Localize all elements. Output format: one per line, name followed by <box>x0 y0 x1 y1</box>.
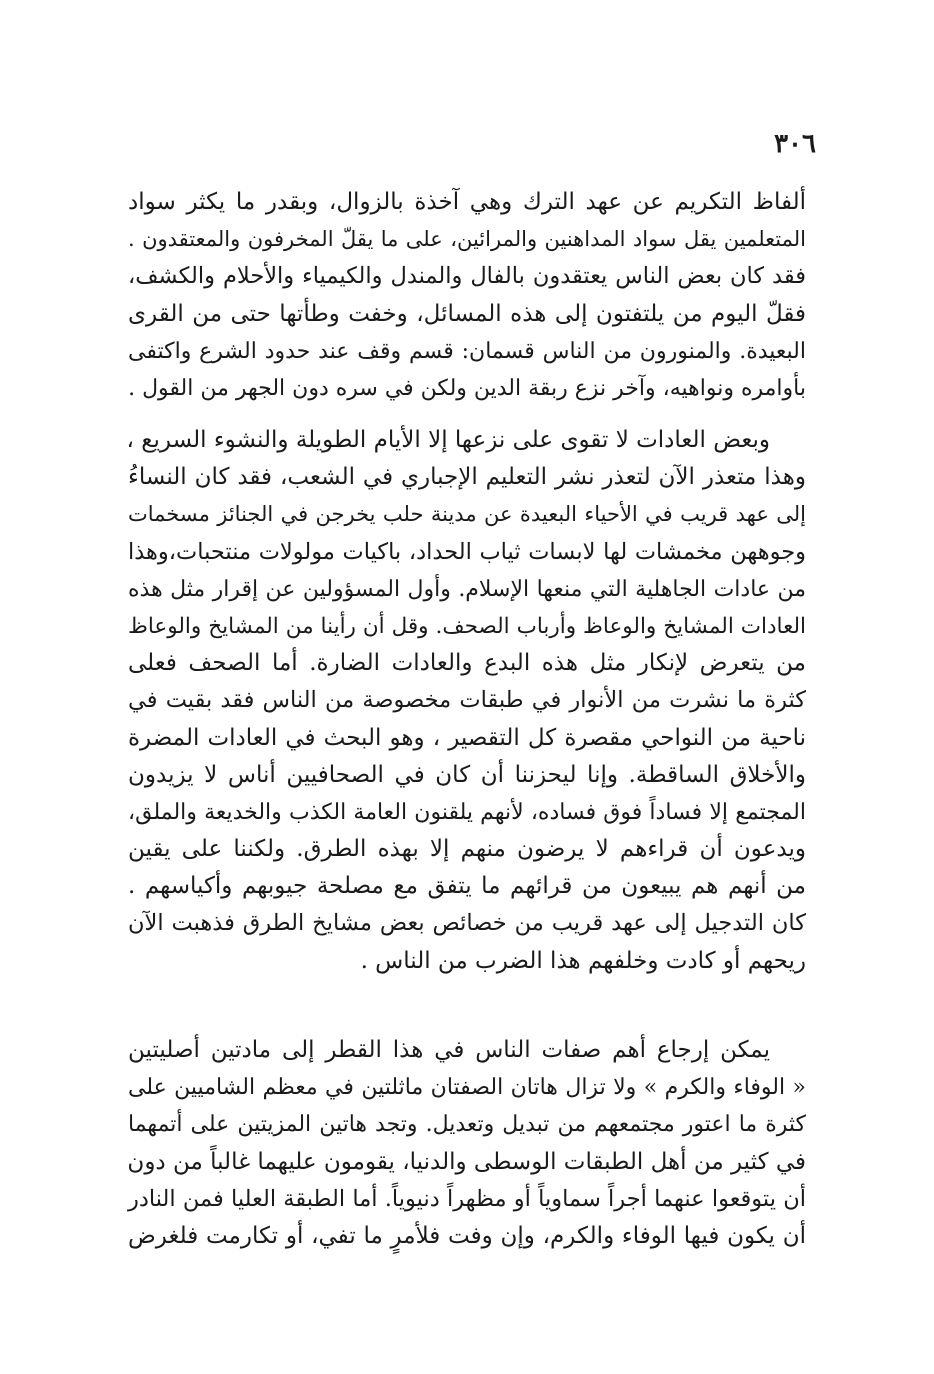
text-line: وبعض العادات لا تقوى على نزعها إلا الأيام الطويلة والنشوء السريع ، <box>126 427 770 453</box>
text-line: « الوفاء والكرم » ولا تزال هاتان الصفتان ماثلتين في معظم الشاميين على <box>128 1075 806 1101</box>
text-line: كثرة ما اعتور مجتمعهم من تبديل وتعديل. وتجد هاتين المزيتين على أتمهما <box>128 1112 806 1138</box>
text-line: أن يكون فيها الوفاء والكرم، وإن وفت فلأمرٍ ما تفي، أو تكارمت فلغرض <box>128 1222 806 1249</box>
paragraph-2 <box>128 422 806 980</box>
text-line: العادات المشايخ والوعاظ وأرباب الصحف. وقل أن رأينا من المشايخ والوعاظ <box>128 613 806 639</box>
text-line: إلى عهد قريب في الأحياء البعيدة عن مدينة حلب يخرجن في الجنائز مسخمات <box>128 502 806 527</box>
text-line: من أنهم هم يبيعون من قرائهم ما يتفق مع مصلحة جيوبهم وأكياسهم . <box>128 873 806 900</box>
text-line: من عادات الجاهلية التي منعها الإسلام. وأول المسؤولين عن إقرار مثل هذه <box>128 576 806 602</box>
text-line: ويدعون أن قراءهم لا يرضون منهم إلا بهذه الطرق. ولكننا على يقين <box>128 836 806 863</box>
text-line: والأخلاق الساقطة. وإنا ليحزننا أن كان في الصحافيين أناس لا يزيدون <box>128 761 806 788</box>
text-line: وهذا متعذر الآن لتعذر نشر التعليم الإجباري في الشعب، فقد كان النساءُ <box>128 464 806 491</box>
text-line: ريحهم أو كادت وخلفهم هذا الضرب من الناس . <box>360 947 806 974</box>
text-line: بأوامره ونواهيه، وآخر نزع ربقة الدين ولكن في سره دون الجهر من القول . <box>128 375 806 401</box>
text-line: ناحية من النواحي مقصرة كل التقصير ، وهو البحث في العادات المضرة <box>128 724 806 751</box>
text-line: البعيدة. والمنورون من الناس قسمان: قسم وقف عند حدود الشرع واكتفى <box>128 338 806 364</box>
text-line: كثرة ما نشرت من الأنوار في طبقات مخصوصة من الناس فقد بقيت في <box>128 687 806 714</box>
text-line: وجوههن مخمشات لها لابسات ثياب الحداد، باكيات مولولات منتحبات،وهذا <box>128 538 806 565</box>
text-line: أن يتوقعوا عنهما أجراً سماوياً أو مظهراً دنيوياً. أما الطبقة العليا فمن النادر <box>128 1185 806 1212</box>
text-line: المتعلمين يقل سواد المداهنين والمرائين، على ما يقلّ المخرفون والمعتقدون . <box>128 227 806 252</box>
text-line: في كثير من أهل الطبقات الوسطى والدنيا، يقومون عليهما غالباً من دون <box>127 1148 806 1175</box>
text-line: فقد كان بعض الناس يعتقدون بالفال والمندل والكيمياء والأحلام والكشف، <box>128 263 806 290</box>
page-number: ٣٠٦ <box>774 129 816 159</box>
text-line: ألفاظ التكريم عن عهد الترك وهي آخذة بالزوال، وبقدر ما يكثر سواد <box>128 189 806 215</box>
text-line: يمكن إرجاع أهم صفات الناس في هذا القطر إلى مادتين أصليتين <box>128 1037 770 1063</box>
paragraph-3 <box>128 1032 806 1255</box>
text-line: من يتعرض لإنكار مثل هذه البدع والعادات الضارة. أما الصحف فعلى <box>128 650 806 677</box>
text-line: فقلّ اليوم من يلتفتون إلى هذه المسائل، وخفت وطأتها حتى من القرى <box>128 300 806 327</box>
text-line: كان التدجيل إلى عهد قريب من خصائص بعض مشايخ الطرق فذهبت الآن <box>128 910 806 937</box>
paragraph-1 <box>128 184 806 407</box>
text-line: المجتمع إلا فساداً فوق فساده، لأنهم يلقنون العامة الكذب والخديعة والملق، <box>128 799 806 825</box>
